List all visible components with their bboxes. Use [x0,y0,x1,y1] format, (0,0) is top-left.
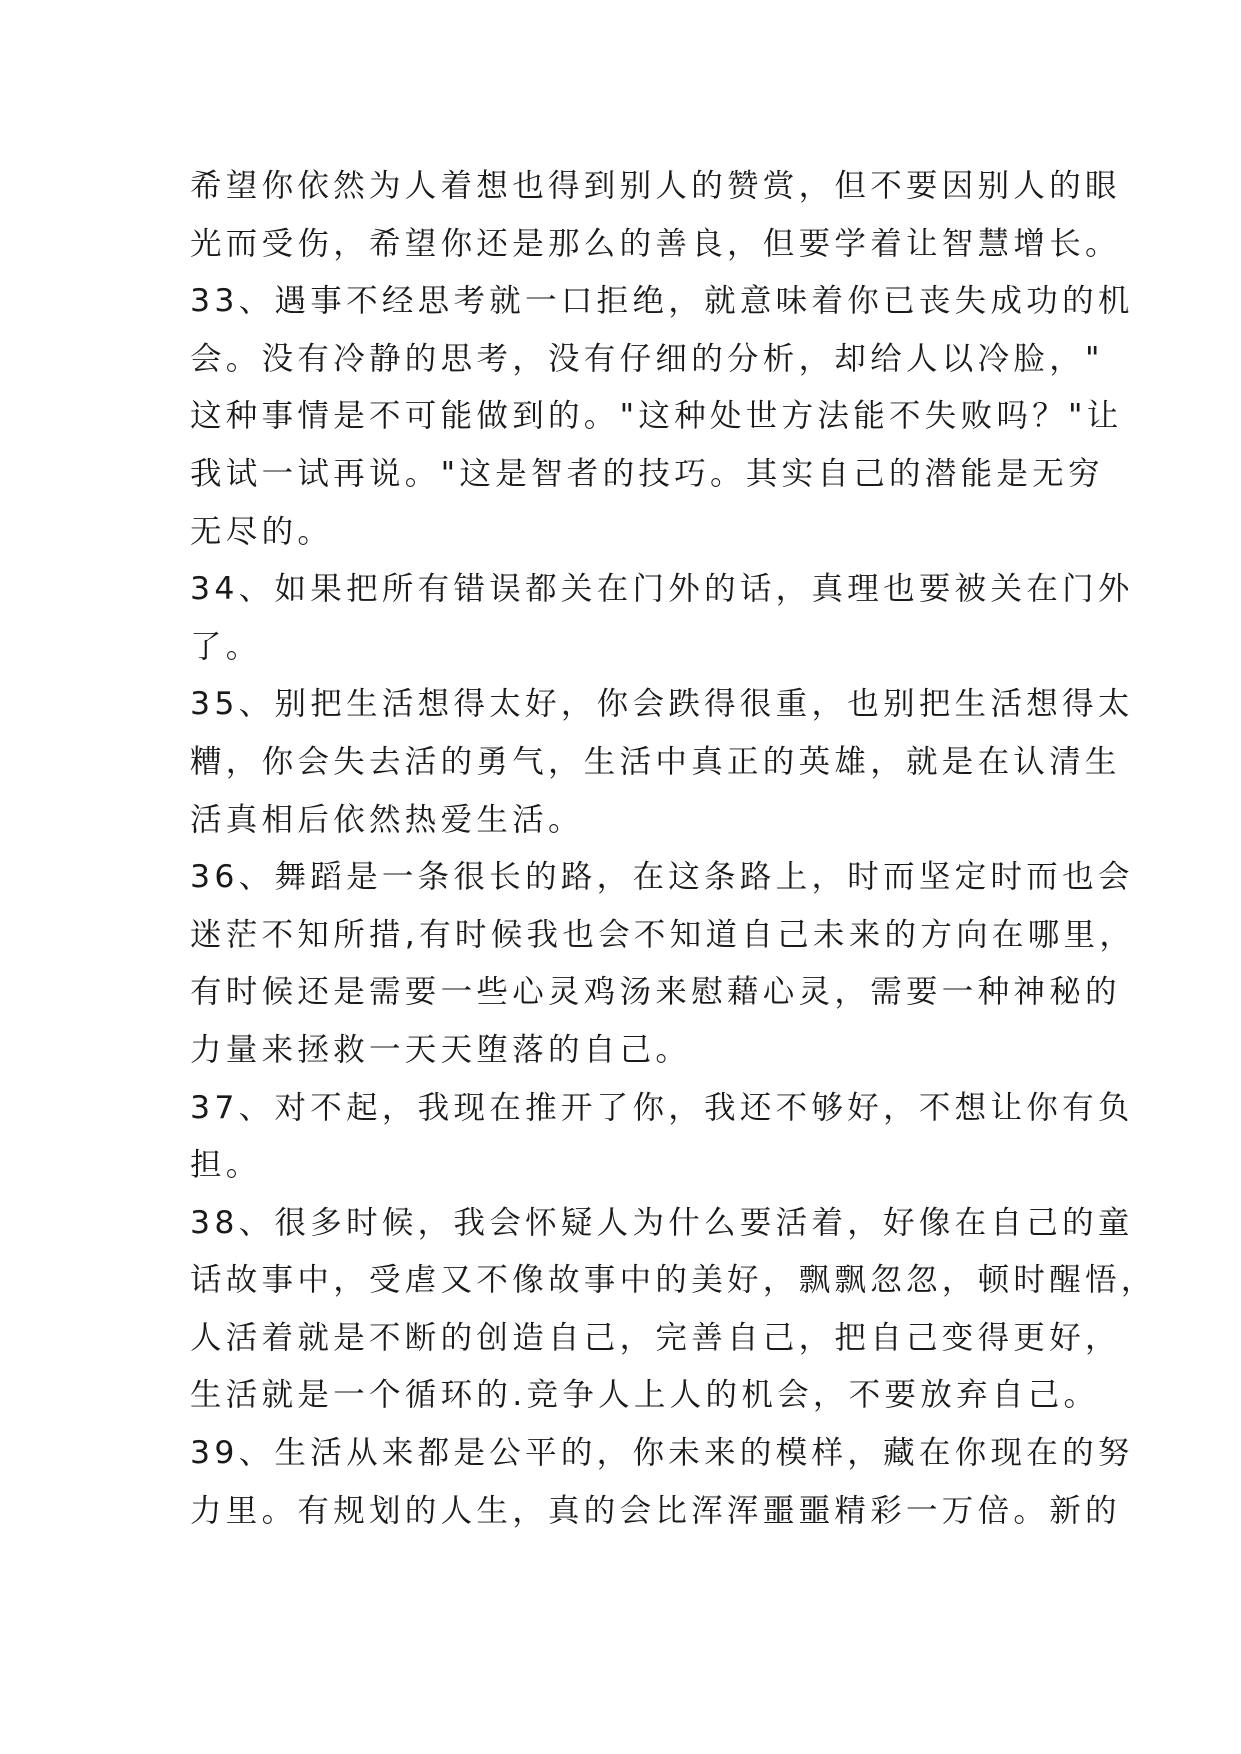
text-line: 无尽的。 [190,513,334,550]
text-line: 糟，你会失去活的勇气，生活中真正的英雄，就是在认清生 [190,743,1121,780]
text-line: 担。 [190,1147,262,1184]
text-line: 33、遇事不经思考就一口拒绝，就意味着你已丧失成功的机 [190,283,1134,320]
text-line: 话故事中，受虐又不像故事中的美好，飘飘忽忽，顿时醒悟， [190,1262,1157,1299]
text-line: 有时候还是需要一些心灵鸡汤来慰藉心灵，需要一种神秘的 [190,974,1121,1011]
text-line: 人活着就是不断的创造自己，完善自己，把自己变得更好， [190,1319,1121,1356]
text-line: 生活就是一个循环的.竞争人上人的机会，不要放弃自己。 [190,1377,1100,1414]
document-body [190,158,1157,1540]
text-line: 力里。有规划的人生，真的会比浑浑噩噩精彩一万倍。新的 [190,1492,1121,1529]
text-line: 我试一试再说。"这是智者的技巧。其实自己的潜能是无穷 [190,455,1104,492]
text-line: 会。没有冷静的思考，没有仔细的分析，却给人以冷脸，" [190,340,1104,377]
text-line: 34、如果把所有错误都关在门外的话，真理也要被关在门外 [190,571,1134,608]
text-line: 37、对不起，我现在推开了你，我还不够好，不想让你有负 [190,1089,1134,1126]
text-line: 了。 [190,628,262,665]
text-line: 迷茫不知所措,有时候我也会不知道自己未来的方向在哪里， [190,916,1136,953]
text-line: 36、舞蹈是一条很长的路，在这条路上，时而坚定时而也会 [190,859,1134,896]
text-line: 38、很多时候，我会怀疑人为什么要活着，好像在自己的童 [190,1204,1134,1241]
text-line: 光而受伤，希望你还是那么的善良，但要学着让智慧增长。 [190,225,1121,262]
text-line: 35、别把生活想得太好，你会跌得很重，也别把生活想得太 [190,686,1134,723]
text-line: 希望你依然为人着想也得到别人的赞赏，但不要因别人的眼 [190,168,1121,204]
text-line: 39、生活从来都是公平的，你未来的模样，藏在你现在的努 [190,1435,1134,1472]
text-line: 力量来拯救一天天堕落的自己。 [190,1031,692,1068]
text-line: 这种事情是不可能做到的。"这种处世方法能不失败吗？"让 [190,398,1123,435]
text-line: 活真相后依然热爱生活。 [190,801,584,838]
